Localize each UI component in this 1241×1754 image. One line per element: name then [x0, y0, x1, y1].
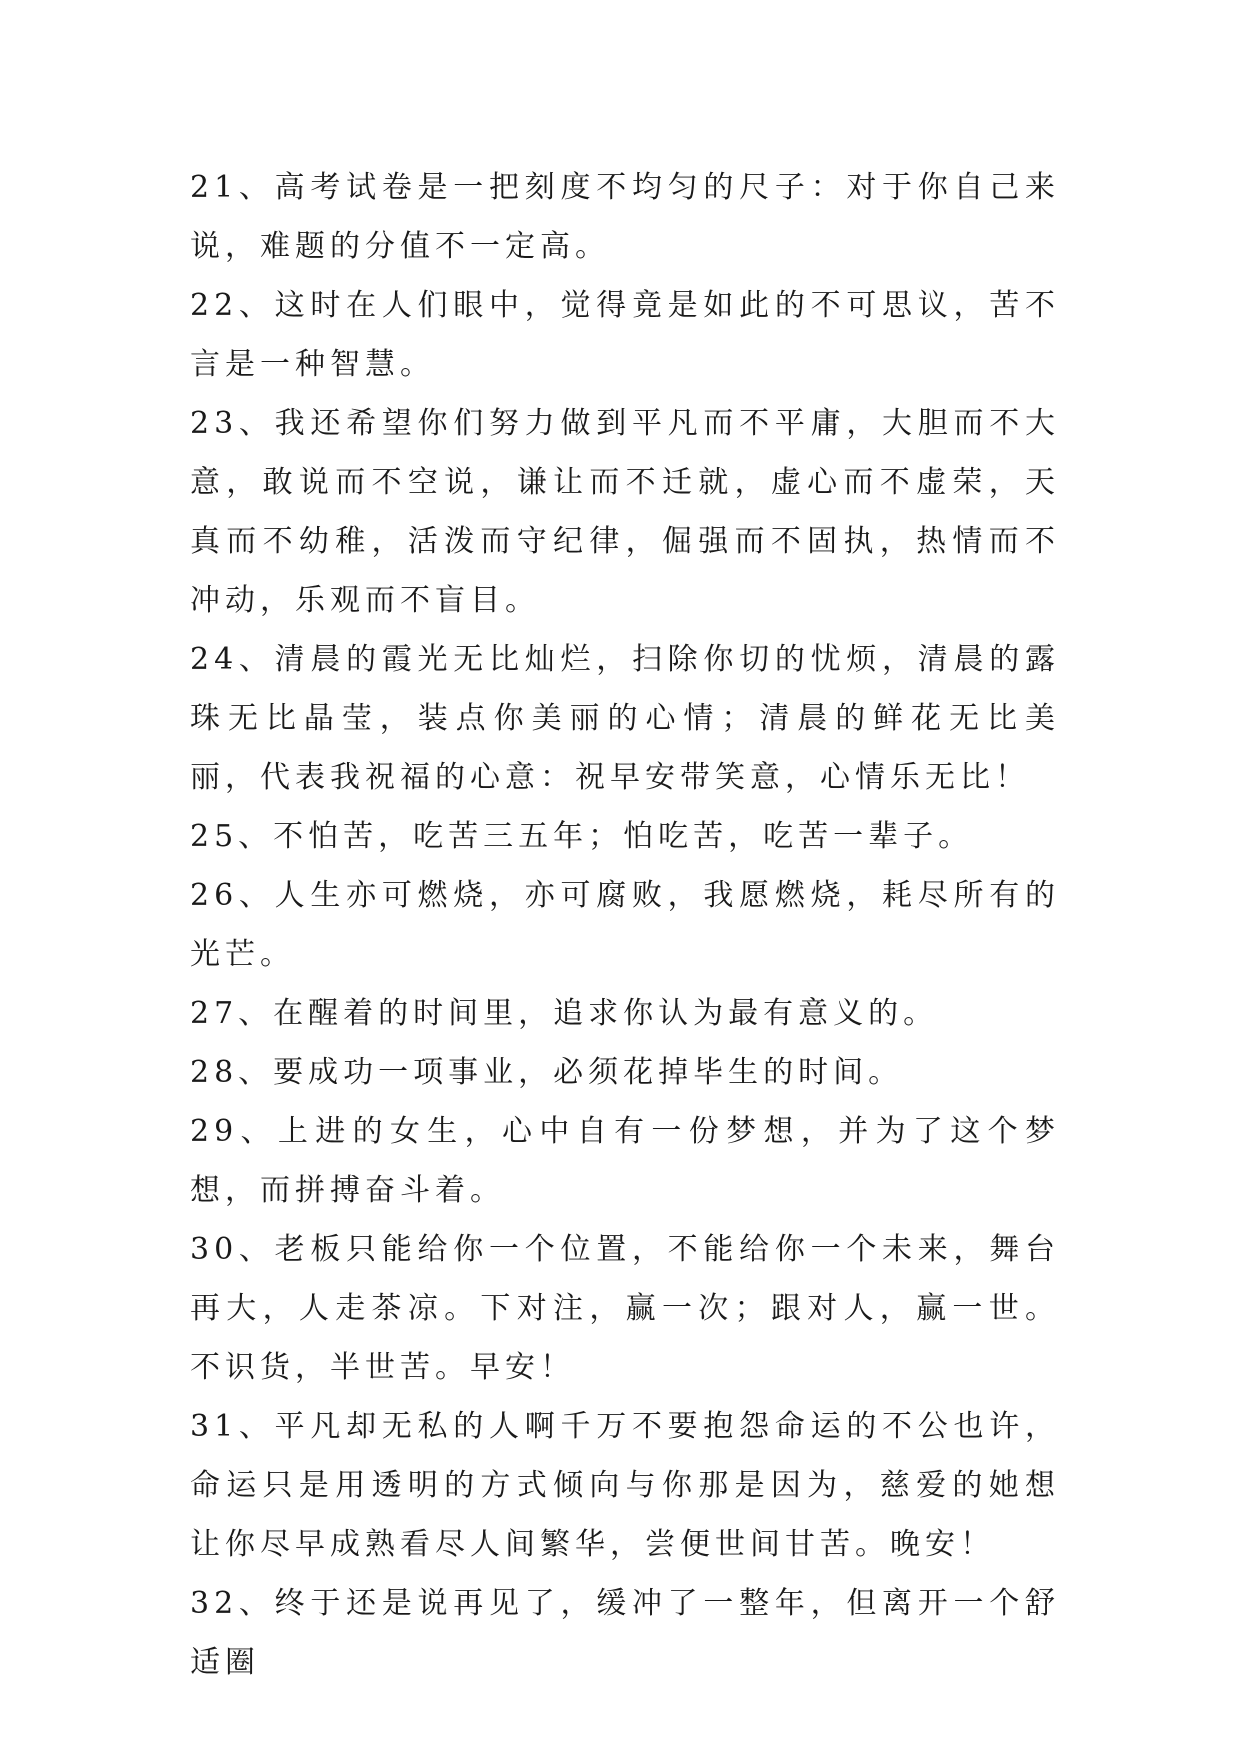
paragraph-25: 25、不怕苦，吃苦三五年；怕吃苦，吃苦一辈子。	[190, 819, 974, 854]
paragraph-27: 27、在醒着的时间里，追求你认为最有意义的。	[190, 996, 939, 1031]
paragraph-23: 23、我还希望你们努力做到平凡而不平庸，大胆而不大意，敢说而不空说，谦让而不迁就，虚心而不虚荣，天真而不幼稚，活泼而守纪律，倔强而不固执，热情而不冲动，乐观而不盲目。	[190, 406, 1060, 618]
paragraph-22: 22、这时在人们眼中，觉得竟是如此的不可思议，苦不言是一种智慧。	[190, 288, 1060, 382]
paragraph-31: 31、平凡却无私的人啊千万不要抱怨命运的不公也许，命运只是用透明的方式倾向与你那是因为，慈爱的她想让你尽早成熟看尽人间繁华，尝便世间甘苦。晚安！	[190, 1409, 1060, 1562]
paragraph-28: 28、要成功一项事业，必须花掉毕生的时间。	[190, 1055, 904, 1090]
paragraph-24: 24、清晨的霞光无比灿烂，扫除你切的忧烦，清晨的露珠无比晶莹，装点你美丽的心情；清晨的鲜花无比美丽，代表我祝福的心意：祝早安带笑意，心情乐无比！	[190, 642, 1060, 795]
paragraph-29: 29、上进的女生，心中自有一份梦想，并为了这个梦想，而拼搏奋斗着。	[190, 1114, 1060, 1208]
document-body	[190, 158, 1060, 1692]
paragraph-32: 32、终于还是说再见了，缓冲了一整年，但离开一个舒适圈	[190, 1586, 1060, 1680]
paragraph-21: 21、高考试卷是一把刻度不均匀的尺子：对于你自己来说，难题的分值不一定高。	[190, 170, 1060, 264]
paragraph-26: 26、人生亦可燃烧，亦可腐败，我愿燃烧，耗尽所有的光芒。	[190, 878, 1060, 972]
paragraph-30: 30、老板只能给你一个位置，不能给你一个未来，舞台再大，人走茶凉。下对注，赢一次；跟对人，赢一世。不识货，半世苦。早安！	[190, 1232, 1060, 1385]
